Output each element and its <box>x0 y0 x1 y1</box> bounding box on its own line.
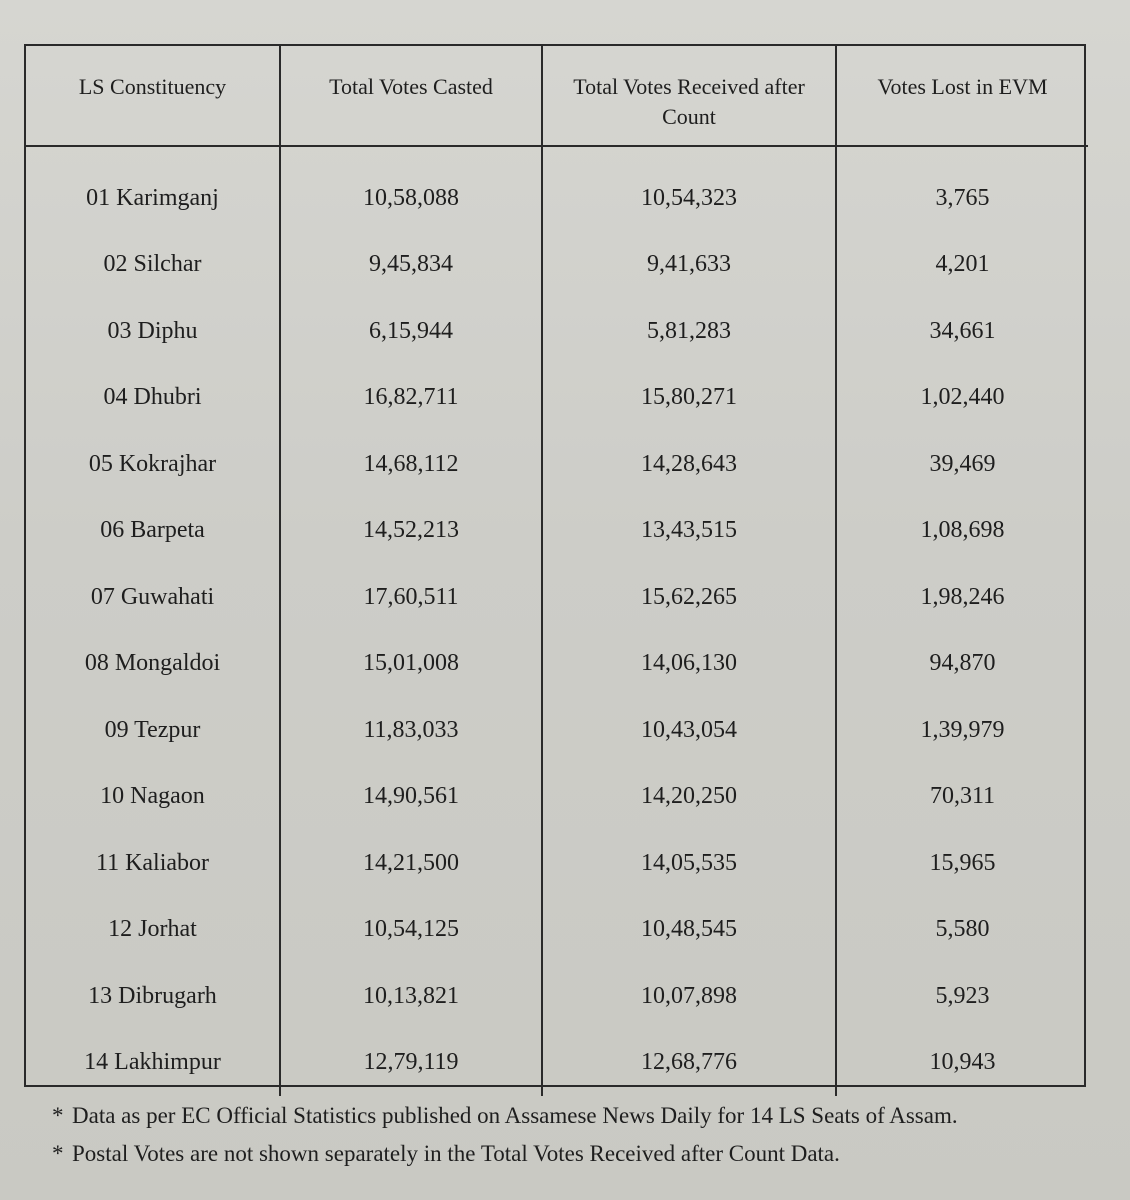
cell-votes-lost: 1,08,698 <box>836 498 1088 565</box>
cell-constituency: 10 Nagaon <box>100 783 205 810</box>
cell-total-votes-received: 13,43,515 <box>542 498 836 565</box>
header-constituency: LS Constituency <box>26 46 280 146</box>
cell-constituency: 03 Diphu <box>107 317 198 344</box>
table-row <box>26 498 1088 565</box>
table-header <box>26 46 1088 146</box>
cell-total-votes-casted: 14,90,561 <box>280 764 542 831</box>
cell-votes-lost: 5,923 <box>836 963 1088 1030</box>
cell-votes-lost: 5,580 <box>836 897 1088 964</box>
cell-total-votes-casted: 15,01,008 <box>280 631 542 698</box>
cell-total-votes-casted: 17,60,511 <box>280 564 542 631</box>
cell-total-votes-casted: 14,68,112 <box>280 431 542 498</box>
header-votes-lost: Votes Lost in EVM <box>836 46 1088 146</box>
cell-votes-lost: 39,469 <box>836 431 1088 498</box>
table-row <box>26 146 1088 232</box>
cell-total-votes-received: 15,80,271 <box>542 365 836 432</box>
cell-total-votes-received: 10,48,545 <box>542 897 836 964</box>
cell-total-votes-received: 9,41,633 <box>542 232 836 299</box>
header-total-votes-casted: Total Votes Casted <box>280 46 542 146</box>
cell-total-votes-casted: 16,82,711 <box>280 365 542 432</box>
footnote-marker: * <box>52 1103 64 1128</box>
cell-votes-lost: 4,201 <box>836 232 1088 299</box>
votes-table <box>26 46 1088 1096</box>
cell-constituency: 02 Silchar <box>103 251 202 278</box>
table-body <box>26 146 1088 1096</box>
cell-votes-lost: 15,965 <box>836 830 1088 897</box>
cell-total-votes-received: 10,43,054 <box>542 697 836 764</box>
cell-votes-lost: 1,02,440 <box>836 365 1088 432</box>
cell-constituency: 01 Karimganj <box>86 184 219 211</box>
cell-total-votes-received: 14,05,535 <box>542 830 836 897</box>
table-row <box>26 232 1088 299</box>
cell-total-votes-casted: 9,45,834 <box>280 232 542 299</box>
cell-total-votes-received: 10,07,898 <box>542 963 836 1030</box>
cell-votes-lost: 1,39,979 <box>836 697 1088 764</box>
table-row <box>26 365 1088 432</box>
cell-constituency: 05 Kokrajhar <box>88 450 217 477</box>
cell-constituency: 14 Lakhimpur <box>84 1049 221 1076</box>
cell-total-votes-casted: 10,13,821 <box>280 963 542 1030</box>
cell-votes-lost: 70,311 <box>836 764 1088 831</box>
cell-total-votes-received: 15,62,265 <box>542 564 836 631</box>
cell-votes-lost: 10,943 <box>836 1030 1088 1097</box>
footnote-text: Data as per EC Official Statistics published on Assamese News Daily for 14 LS Seats of Assam. <box>72 1103 958 1128</box>
footnote <box>52 1100 1070 1132</box>
cell-votes-lost: 94,870 <box>836 631 1088 698</box>
footnote-text: Postal Votes are not shown separately in the Total Votes Received after Count Data. <box>72 1141 840 1166</box>
table-row <box>26 431 1088 498</box>
votes-table-frame <box>24 44 1086 1087</box>
cell-total-votes-casted: 12,79,119 <box>280 1030 542 1097</box>
cell-constituency: 06 Barpeta <box>100 517 205 544</box>
cell-constituency: 12 Jorhat <box>108 916 197 943</box>
table-row <box>26 564 1088 631</box>
cell-constituency: 09 Tezpur <box>104 716 201 743</box>
table-row <box>26 764 1088 831</box>
footnote <box>52 1138 1070 1170</box>
cell-constituency: 13 Dibrugarh <box>88 982 217 1009</box>
cell-total-votes-received: 5,81,283 <box>542 298 836 365</box>
table-row <box>26 897 1088 964</box>
cell-constituency: 11 Kaliabor <box>95 849 210 876</box>
cell-constituency: 07 Guwahati <box>90 583 215 610</box>
cell-total-votes-casted: 10,54,125 <box>280 897 542 964</box>
table-row <box>26 1030 1088 1097</box>
cell-total-votes-received: 14,06,130 <box>542 631 836 698</box>
cell-votes-lost: 1,98,246 <box>836 564 1088 631</box>
cell-votes-lost: 3,765 <box>836 146 1088 232</box>
cell-total-votes-received: 12,68,776 <box>542 1030 836 1097</box>
cell-total-votes-casted: 14,52,213 <box>280 498 542 565</box>
table-row <box>26 298 1088 365</box>
cell-total-votes-casted: 11,83,033 <box>280 697 542 764</box>
footnote-marker: * <box>52 1141 64 1166</box>
cell-total-votes-received: 10,54,323 <box>542 146 836 232</box>
cell-constituency: 04 Dhubri <box>103 384 202 411</box>
cell-votes-lost: 34,661 <box>836 298 1088 365</box>
cell-total-votes-received: 14,20,250 <box>542 764 836 831</box>
table-row <box>26 963 1088 1030</box>
cell-total-votes-casted: 14,21,500 <box>280 830 542 897</box>
table-row <box>26 830 1088 897</box>
cell-total-votes-casted: 10,58,088 <box>280 146 542 232</box>
table-row <box>26 631 1088 698</box>
cell-constituency: 08 Mongaldoi <box>84 650 221 677</box>
cell-total-votes-casted: 6,15,944 <box>280 298 542 365</box>
header-total-votes-received: Total Votes Received after Count <box>542 46 836 146</box>
footnotes <box>52 1100 1070 1176</box>
cell-total-votes-received: 14,28,643 <box>542 431 836 498</box>
header-row <box>26 46 1088 146</box>
table-row <box>26 697 1088 764</box>
